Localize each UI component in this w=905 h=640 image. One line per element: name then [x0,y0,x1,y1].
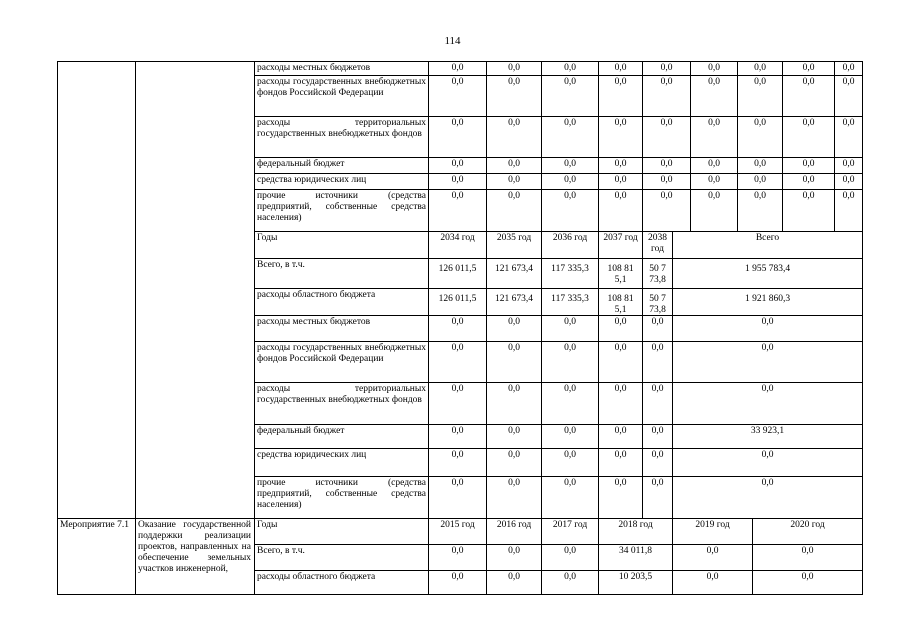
value-cell: 0,0 [508,77,520,87]
year-header: 2037 год [603,233,638,243]
year-header: 2017 год [552,520,588,530]
row-label: расходы территориальных государственных внебюджетных фондов [257,118,426,139]
value-cell: 0,0 [508,572,520,582]
value-cell: 0,0 [451,546,464,556]
row-label: расходы местных бюджетов [257,317,371,327]
row-label: расходы государственных внебюджетных фондов Российской Федерации [257,343,426,364]
column-divider [135,61,136,594]
year-header: 2016 год [496,520,532,530]
value-cell: 126 011,5 [438,294,477,304]
value-cell: 0,0 [802,63,815,73]
value-cell: 0,0 [651,450,664,460]
row-label: Годы [257,233,278,243]
value-cell: 0,0 [660,118,673,128]
measure-name: Оказание государственной поддержки реализации проектов, направленных на обеспечение земельных участков инженерной, [138,520,251,574]
value-cell: 0,0 [451,384,464,394]
table-right-border [862,61,863,594]
value-cell: 0,0 [614,317,627,327]
value-cell: 0,0 [651,343,664,353]
row-label: расходы областного бюджета [257,290,376,300]
value-cell: 0,0 [508,159,520,169]
value-cell: 0,0 [451,191,464,201]
value-cell: 0,0 [564,175,576,185]
row-label: прочие источники (средства предприятий, собственные средства населения) [257,478,426,510]
value-cell: 34 011,8 [619,546,652,556]
value-cell: 0,0 [801,546,814,556]
year-header: 2020 год [790,520,825,530]
value-cell: 0,0 [508,63,520,73]
row-label: федеральный бюджет [257,159,345,169]
value-cell: 0,0 [706,546,719,556]
value-cell: 117 335,3 [551,294,589,304]
value-cell: 0,0 [564,478,576,488]
value-cell: 0,0 [614,175,627,185]
value-cell: 0,0 [614,384,627,394]
value-cell: 108 81 5,1 [607,294,634,315]
value-cell: 0,0 [802,175,815,185]
value-cell: 0,0 [451,77,464,87]
value-cell: 0,0 [754,175,766,185]
value-cell: 0,0 [842,175,855,185]
value-cell: 0,0 [754,191,766,201]
value-cell: 0,0 [754,159,766,169]
year-header: 2038 год [648,233,667,254]
value-cell: 0,0 [508,546,520,556]
value-cell: 0,0 [754,63,766,73]
year-header: 2015 год [440,520,475,530]
year-header: 2018 год [618,520,653,530]
value-cell: 0,0 [451,426,464,436]
value-cell: 0,0 [660,175,673,185]
page-number: 114 [444,35,461,47]
value-cell: 10 203,5 [618,572,653,582]
value-cell: 0,0 [508,478,520,488]
value-cell: 0,0 [651,384,664,394]
row-label: расходы областного бюджета [257,572,376,582]
value-cell: 0,0 [801,572,814,582]
value-cell: 0,0 [761,343,774,353]
value-cell: 117 335,3 [551,264,589,274]
value-cell: 0,0 [660,77,673,87]
row-label: средства юридических лиц [257,450,367,460]
value-cell: 0,0 [614,450,627,460]
table-bottom-border [57,594,863,595]
value-cell: 0,0 [614,118,627,128]
value-cell: 0,0 [564,572,576,582]
value-cell: 0,0 [614,77,627,87]
value-cell: 50 7 73,8 [649,264,666,285]
value-cell: 0,0 [708,118,720,128]
row-label: федеральный бюджет [257,426,345,436]
value-cell: 0,0 [708,63,720,73]
value-cell: 0,0 [564,191,576,201]
value-cell: 0,0 [564,450,576,460]
value-cell: 121 673,4 [495,264,533,274]
value-cell: 0,0 [708,175,720,185]
value-cell: 0,0 [708,159,720,169]
value-cell: 0,0 [508,191,520,201]
value-cell: 0,0 [761,450,774,460]
value-cell: 0,0 [508,426,520,436]
value-cell: 0,0 [842,191,855,201]
value-cell: 0,0 [614,343,627,353]
value-cell: 0,0 [451,343,464,353]
row-label: Годы [257,520,278,530]
row-label: расходы территориальных государственных внебюджетных фондов [257,384,426,405]
value-cell: 0,0 [564,343,576,353]
value-cell: 0,0 [651,317,664,327]
value-cell: 0,0 [706,572,719,582]
value-cell: 33 923,1 [750,426,785,436]
value-cell: 121 673,4 [495,294,533,304]
year-header: 2019 год [695,520,730,530]
value-cell: 0,0 [802,118,815,128]
value-cell: 0,0 [451,175,464,185]
value-cell: 0,0 [508,343,520,353]
value-cell: 0,0 [802,159,815,169]
value-cell: 0,0 [651,478,664,488]
value-cell: 0,0 [660,63,673,73]
value-cell: 0,0 [508,450,520,460]
value-cell: 0,0 [842,63,855,73]
value-cell: 0,0 [451,450,464,460]
year-header: 2034 год [440,233,475,243]
value-cell: 0,0 [614,191,627,201]
value-cell: 0,0 [614,426,627,436]
value-cell: 0,0 [660,191,673,201]
value-cell: 0,0 [842,77,855,87]
value-cell: 0,0 [451,63,464,73]
row-label: расходы государственных внебюджетных фондов Российской Федерации [257,77,426,98]
value-cell: 0,0 [761,384,774,394]
value-cell: 1 955 783,4 [744,264,791,274]
value-cell: 0,0 [614,63,627,73]
row-label: расходы местных бюджетов [257,63,371,73]
value-cell: 0,0 [508,317,520,327]
value-cell: 0,0 [614,159,627,169]
year-header: 2035 год [496,233,532,243]
value-cell: 108 81 5,1 [607,264,634,285]
value-cell: 50 7 73,8 [649,294,666,315]
value-cell: 126 011,5 [438,264,477,274]
value-cell: 0,0 [708,191,720,201]
value-cell: 0,0 [564,159,576,169]
value-cell: 0,0 [451,159,464,169]
value-cell: 0,0 [842,159,855,169]
row-label: прочие источники (средства предприятий, собственные средства населения) [257,191,426,223]
value-cell: 0,0 [564,546,576,556]
measure-code: Мероприятие 7.1 [60,520,130,530]
value-cell: 0,0 [708,77,720,87]
value-cell: 0,0 [660,159,673,169]
value-cell: 0,0 [564,317,576,327]
value-cell: 0,0 [451,118,464,128]
value-cell: 1 921 860,3 [744,294,791,304]
value-cell: 0,0 [614,478,627,488]
value-cell: 0,0 [564,426,576,436]
value-cell: 0,0 [651,426,664,436]
value-cell: 0,0 [508,384,520,394]
value-cell: 0,0 [564,118,576,128]
value-cell: 0,0 [761,478,774,488]
row-label: Всего, в т.ч. [257,260,305,270]
value-cell: 0,0 [451,478,464,488]
value-cell: 0,0 [754,77,766,87]
value-cell: 0,0 [802,191,815,201]
value-cell: 0,0 [564,384,576,394]
value-cell: 0,0 [508,175,520,185]
row-label: Всего, в т.ч. [257,546,305,556]
table-left-border [57,61,58,594]
value-cell: 0,0 [842,118,855,128]
value-cell: 0,0 [564,63,576,73]
year-header: 2036 год [552,233,588,243]
value-cell: 0,0 [802,77,815,87]
value-cell: 0,0 [508,118,520,128]
value-cell: 0,0 [761,317,774,327]
value-cell: 0,0 [451,572,464,582]
row-label: средства юридических лиц [257,175,367,185]
value-cell: 0,0 [451,317,464,327]
value-cell: 0,0 [564,77,576,87]
year-header: Всего [755,233,780,243]
value-cell: 0,0 [754,118,766,128]
